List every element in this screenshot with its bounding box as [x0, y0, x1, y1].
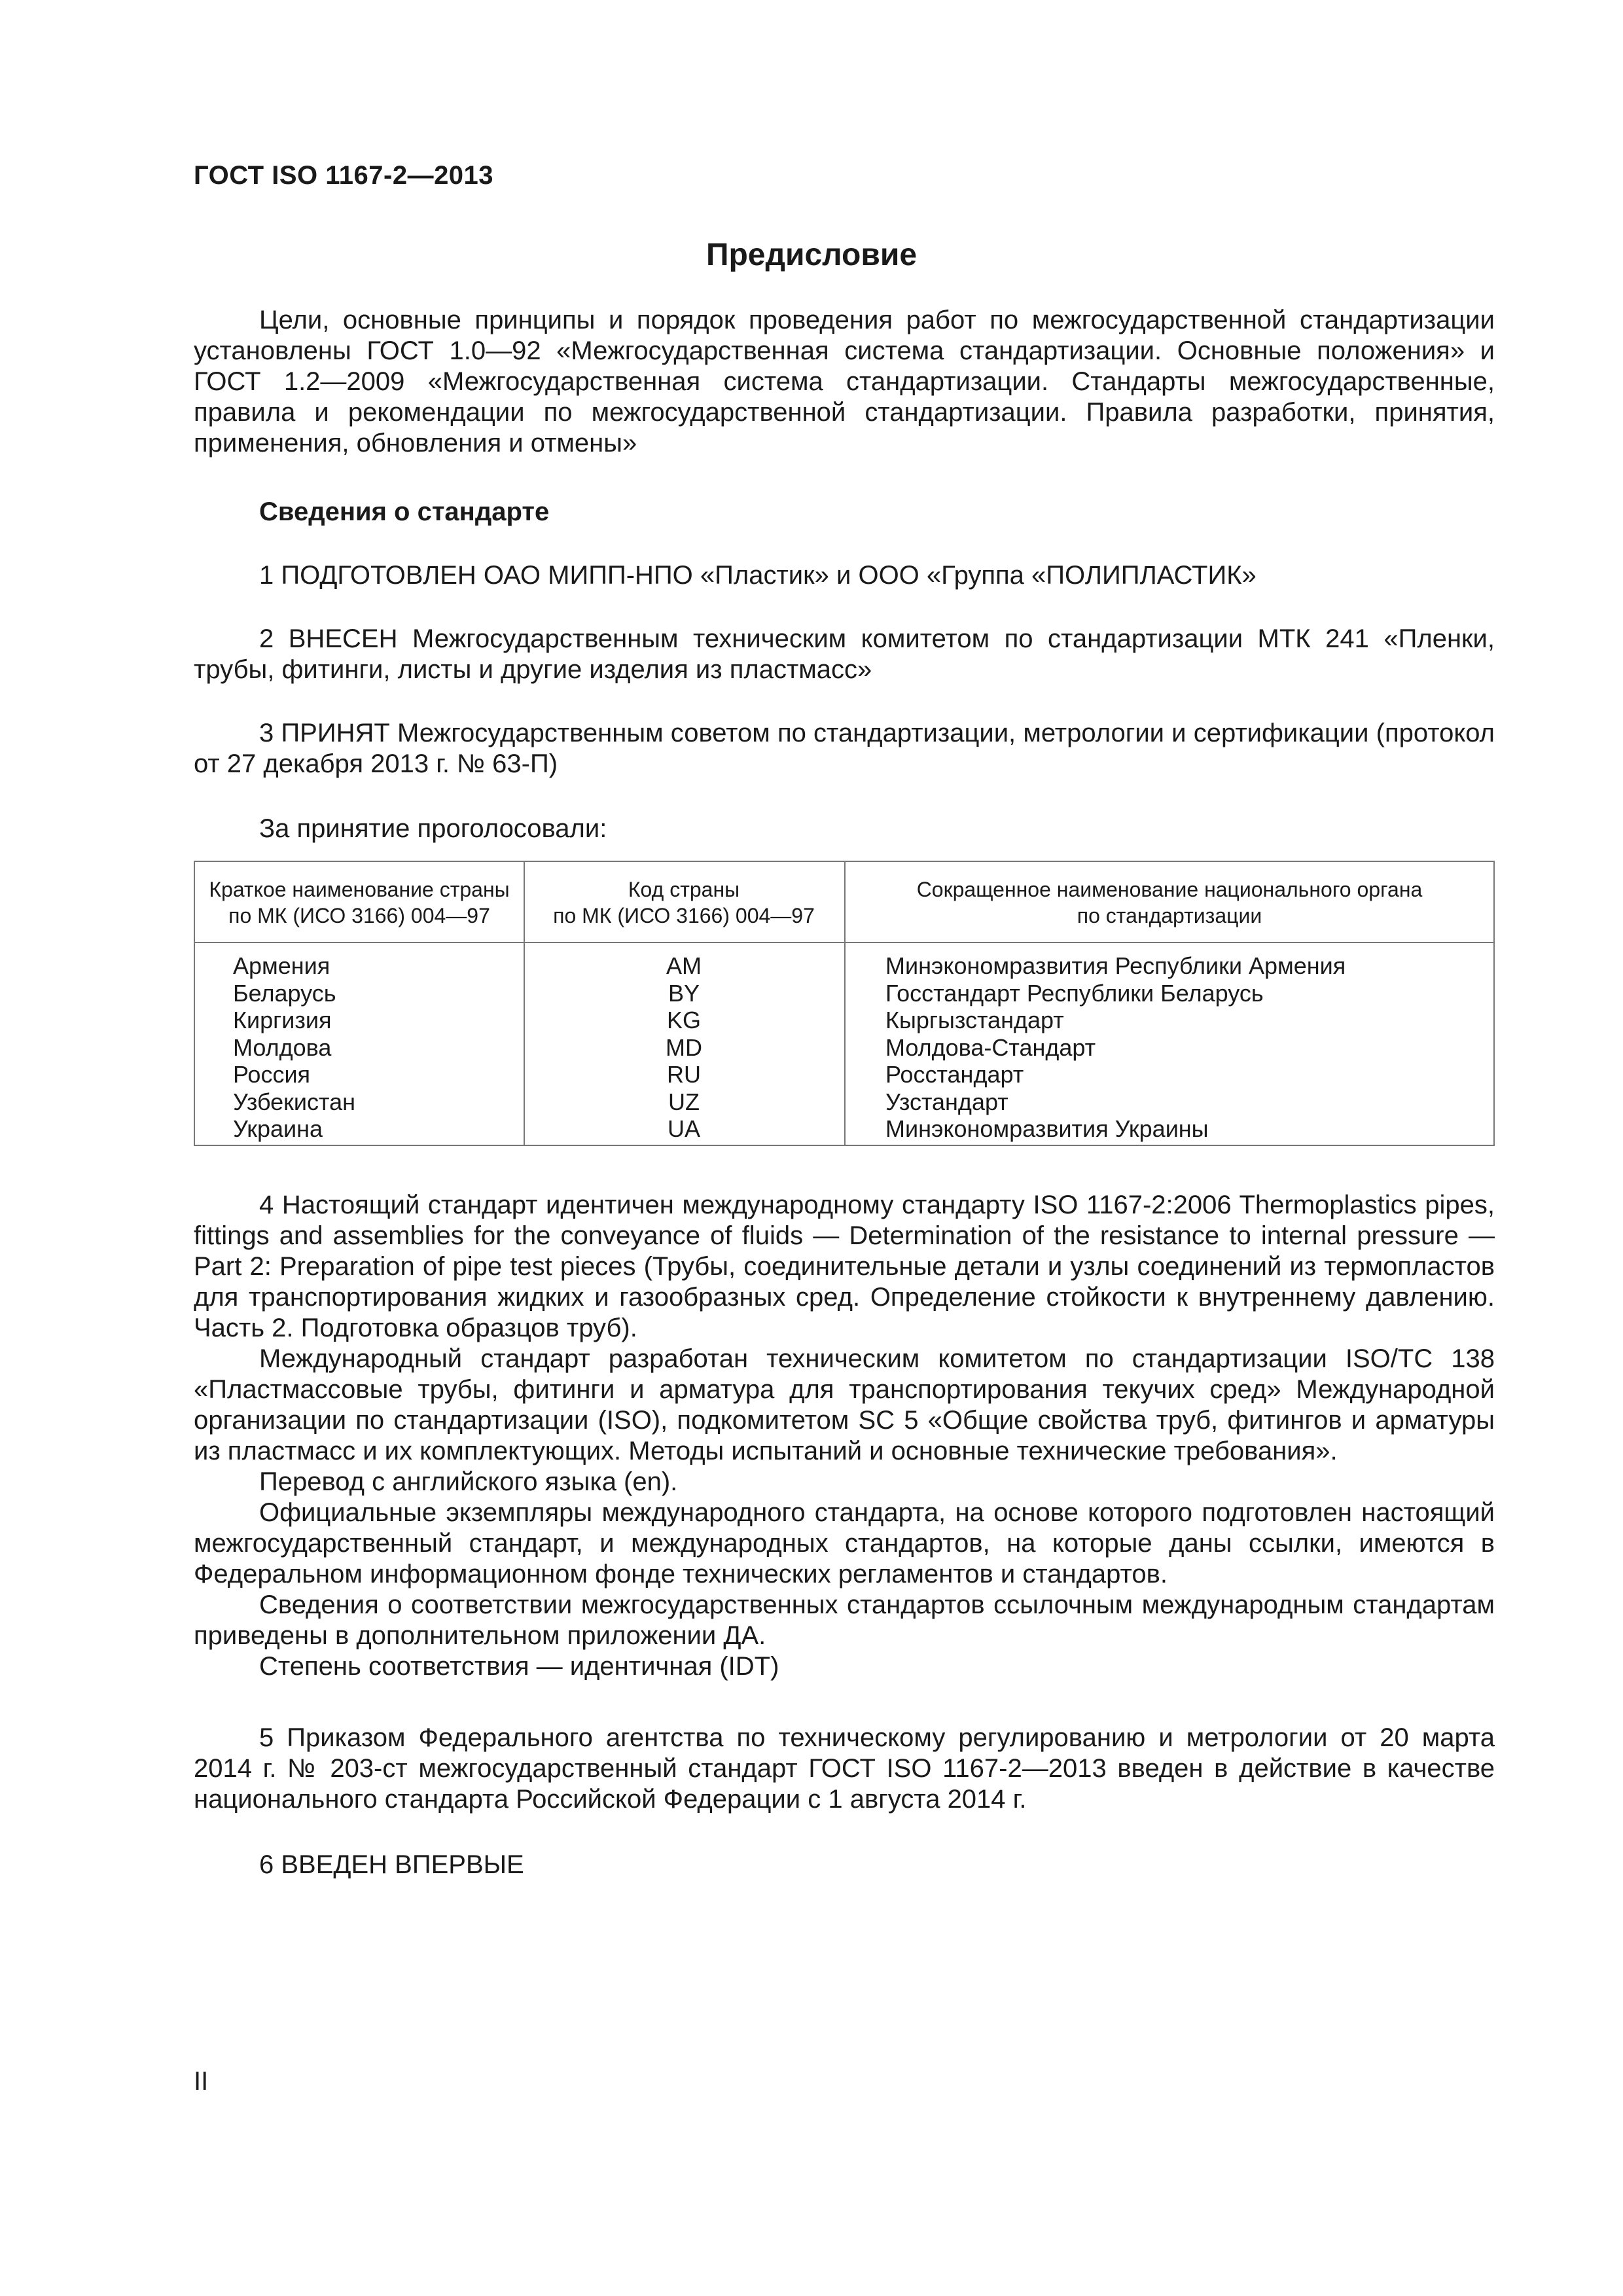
table-cell-country: Киргизия [233, 1007, 332, 1033]
table-header-divider [195, 942, 1493, 943]
header-line: по МК (ИСО 3166) 004—97 [553, 904, 815, 927]
table-cell-code: UZ [668, 1088, 700, 1115]
item-3-block [194, 718, 1495, 780]
item-6-block [194, 1850, 1495, 1880]
table-cell-body: Узстандарт [885, 1088, 1008, 1115]
table-cell-country: Узбекистан [233, 1088, 356, 1115]
item-4-paragraph: Сведения о соответствии межгосударственных стандартов ссылочным международным стандартам приведены в дополнительном приложении ДА. [194, 1590, 1495, 1650]
header-line: Код страны [628, 878, 740, 901]
table-cell-code: KG [666, 1007, 701, 1033]
item-1-block [194, 560, 1495, 591]
table-cell-country: Армения [233, 952, 330, 979]
table-cell-body: Росстандарт [885, 1061, 1024, 1088]
item-4-paragraph: 4 Настоящий стандарт идентичен международному стандарту ISO 1167-2:2006 Thermoplastics pipes, fittings and assemblies for the conveyance of fluids — Determination of the resistance to internal pressure — Part 2: Preparation of pipe test pieces (Трубы, соединительные детали и узлы соединений из термопластов для транспортирования жидких и газообразных сред. Определение стойкости к внутреннему давлению. Часть 2. Подготовка образцов труб). [194, 1191, 1495, 1342]
voting-table [194, 861, 1495, 1146]
table-header-code [524, 876, 844, 929]
item-2-block [194, 624, 1495, 685]
header-line: Краткое наименование страны [209, 878, 510, 901]
code-column [524, 952, 844, 1143]
page-title: Предисловие [705, 238, 918, 272]
item-4-paragraph: Степень соответствия — идентичная (IDT) [259, 1652, 779, 1681]
table-cell-body: Кыргызстандарт [885, 1007, 1064, 1033]
table-header-body [846, 876, 1493, 929]
country-column [233, 952, 355, 1143]
table-cell-code: MD [666, 1033, 702, 1061]
table-cell-body: Молдова-Стандарт [885, 1033, 1096, 1061]
table-cell-code: AM [666, 952, 702, 979]
header-line: по стандартизации [1077, 904, 1262, 927]
table-cell-body: Минэкономразвития Украины [885, 1115, 1209, 1142]
table-cell-country: Молдова [233, 1033, 332, 1061]
item-1-paragraph: 1 ПОДГОТОВЛЕН ОАО МИПП-НПО «Пластик» и ООО «Группа «ПОЛИПЛАСТИК» [259, 561, 1257, 590]
vote-label: За принятие проголосовали: [259, 814, 607, 843]
section-heading: Сведения о стандарте [259, 497, 550, 526]
item-4-block [194, 1190, 1495, 1682]
header-line: по МК (ИСО 3166) 004—97 [228, 904, 490, 927]
intro-paragraph: Цели, основные принципы и порядок проведения работ по межгосударственной стандартизации установлены ГОСТ 1.0—92 «Межгосударственная система стандартизации. Основные положения» и ГОСТ 1.2—2009 «Межгосударственная система стандартизации. Стандарты межгосударственные, правила и рекомендации по межгосударственной стандартизации. Правила разработки, принятия, применения, обновления и отмены» [194, 306, 1495, 457]
item-3-paragraph: 3 ПРИНЯТ Межгосударственным советом по стандартизации, метрологии и сертификации (протокол от 27 декабря 2013 г. № 63-П) [194, 719, 1495, 778]
table-cell-body: Госстандарт Республики Беларусь [885, 979, 1264, 1007]
item-4-paragraph: Перевод с английского языка (en). [259, 1467, 678, 1496]
page-number: II [194, 2067, 209, 2096]
item-4-paragraph: Международный стандарт разработан техническим комитетом по стандартизации ISO/TC 138 «Пластмассовые трубы, фитинги и арматура для транспортирования текучих сред» Международной организации по стандартизации (ISO), подкомитетом SC 5 «Общие свойства труб, фитингов и арматуры из пластмасс и их комплектующих. Методы испытаний и основные технические требования». [194, 1344, 1495, 1465]
item-5-block [194, 1723, 1495, 1815]
intro-block [194, 305, 1495, 459]
header-line: Сокращенное наименование национального органа [916, 878, 1423, 901]
table-cell-country: Россия [233, 1061, 311, 1088]
body-column [885, 952, 1346, 1143]
item-2-paragraph: 2 ВНЕСЕН Межгосударственным техническим комитетом по стандартизации МТК 241 «Пленки, трубы, фитинги, листы и другие изделия из пластмасс» [194, 624, 1495, 684]
item-5-paragraph: 5 Приказом Федерального агентства по техническому регулированию и метрологии от 20 марта 2014 г. № 203-ст межгосударственный стандарт ГОСТ ISO 1167-2—2013 введен в действие в качестве национального стандарта Российской Федерации с 1 августа 2014 г. [194, 1723, 1495, 1814]
document-code-header: ГОСТ ISO 1167-2—2013 [194, 161, 494, 190]
table-cell-body: Минэкономразвития Республики Армения [885, 952, 1346, 979]
table-cell-country: Украина [233, 1115, 323, 1142]
item-6-paragraph: 6 ВВЕДЕН ВПЕРВЫЕ [259, 1850, 524, 1879]
table-cell-code: BY [668, 979, 700, 1007]
table-header-country [195, 876, 524, 929]
table-cell-code: RU [667, 1061, 701, 1088]
table-cell-country: Беларусь [233, 979, 336, 1007]
table-cell-code: UA [667, 1115, 700, 1142]
item-4-paragraph: Официальные экземпляры международного стандарта, на основе которого подготовлен настоящий межгосударственный стандарт, и международных стандартов, на которые даны ссылки, имеются в Федеральном информационном фонде технических регламентов и стандартов. [194, 1498, 1495, 1588]
